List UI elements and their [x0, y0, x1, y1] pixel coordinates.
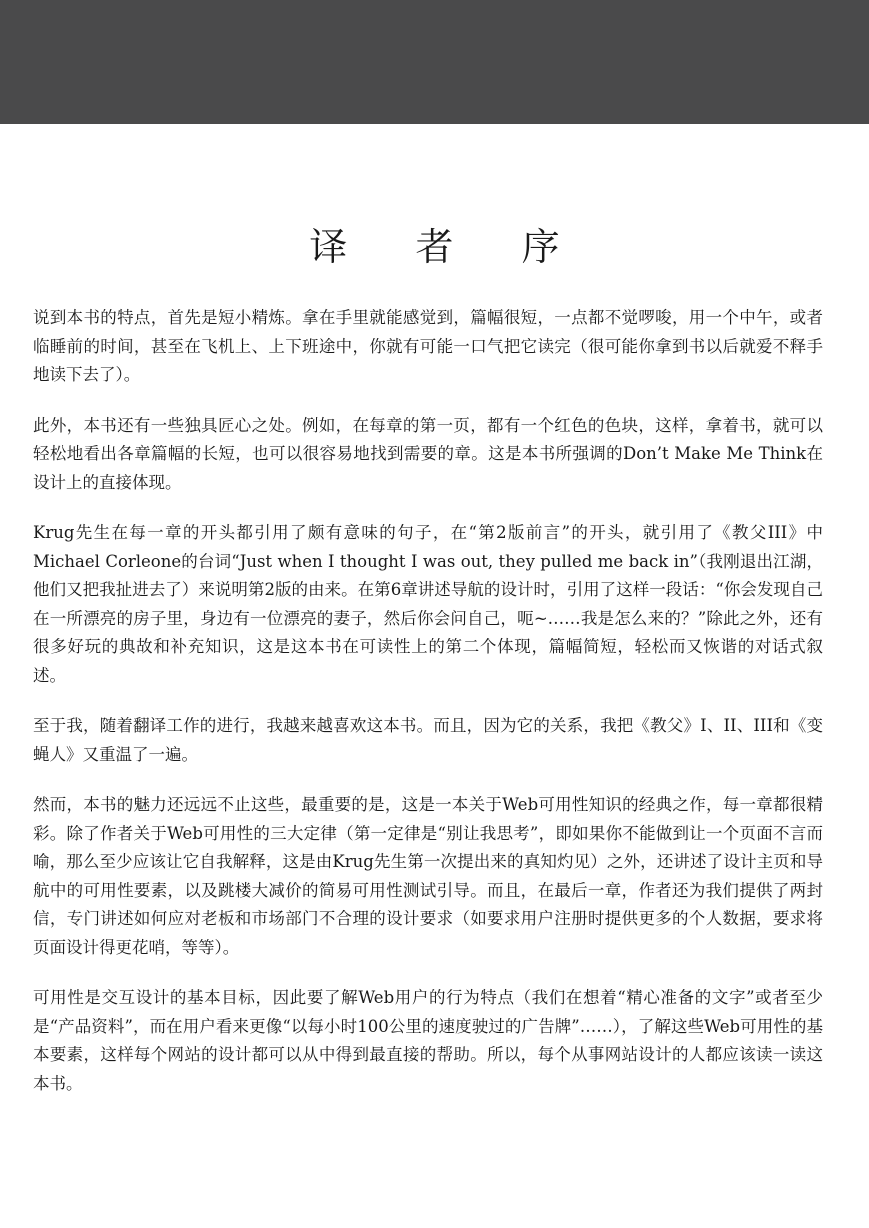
paragraph-1: 说到本书的特点，首先是短小精炼。拿在手里就能感觉到，篇幅很短，一点都不觉啰唆，用一个中午，或者临睡前的时间，甚至在飞机上、上下班途中，你就有可能一口气把它读完（很可能你拿到书以后就爱不释手地读下去了）。	[33, 308, 823, 384]
paragraph-5: 然而，本书的魅力还远远不止这些，最重要的是，这是一本关于Web可用性知识的经典之作，每一章都很精彩。除了作者关于Web可用性的三大定律（第一定律是“别让我思考”，即如果你不能做到让一个页面不言而喻，那么至少应该让它自我解释，这是由Krug先生第一次提出来的真知灼见）之外，还讲述了设计主页和导航中的可用性要素，以及跳楼大减价的简易可用性测试引导。而且，在最后一章，作者还为我们提供了两封信，专门讲述如何应对老板和市场部门不合理的设计要求（如要求用户注册时提供更多的个人数据，要求将页面设计得更花哨，等等）。	[33, 795, 823, 957]
paragraph-4: 至于我，随着翻译工作的进行，我越来越喜欢这本书。而且，因为它的关系，我把《教父》I、II、III和《变蝇人》又重温了一遍。	[33, 716, 823, 764]
paragraph-3: Krug先生在每一章的开头都引用了颇有意味的句子，在“第2版前言”的开头，就引用了《教父III》中Michael Corleone的台词“Just when I thought I was out, they pulled me back in”（我刚退出江湖，他们又把我扯进去了）来说明第2版的由来。在第6章讲述导航的设计时，引用了这样一段话：“你会发现自己在一所漂亮的房子里，身边有一位漂亮的妻子，然后你会问自己，呃~……我是怎么来的？”除此之外，还有很多好玩的典故和补充知识，这是这本书在可读性上的第二个体现，篇幅简短，轻松而又恢谐的对话式叙述。	[33, 523, 823, 685]
paragraph-6: 可用性是交互设计的基本目标，因此要了解Web用户的行为特点（我们在想着“精心准备的文字”或者至少是“产品资料”，而在用户看来更像“以每小时100公里的速度驶过的广告牌”……），了解这些Web可用性的基本要素，这样每个网站的设计都可以从中得到最直接的帮助。所以，每个从事网站设计的人都应该读一读这本书。	[33, 988, 823, 1093]
page-title: 译 者 序	[309, 225, 588, 269]
header-band	[0, 0, 869, 124]
body-text	[33, 304, 823, 1120]
paragraph-2: 此外，本书还有一些独具匠心之处。例如，在每章的第一页，都有一个红色的色块，这样，拿着书，就可以轻松地看出各章篇幅的长短，也可以很容易地找到需要的章。这是本书所强调的Don’t Make Me Think在设计上的直接体现。	[33, 415, 823, 492]
